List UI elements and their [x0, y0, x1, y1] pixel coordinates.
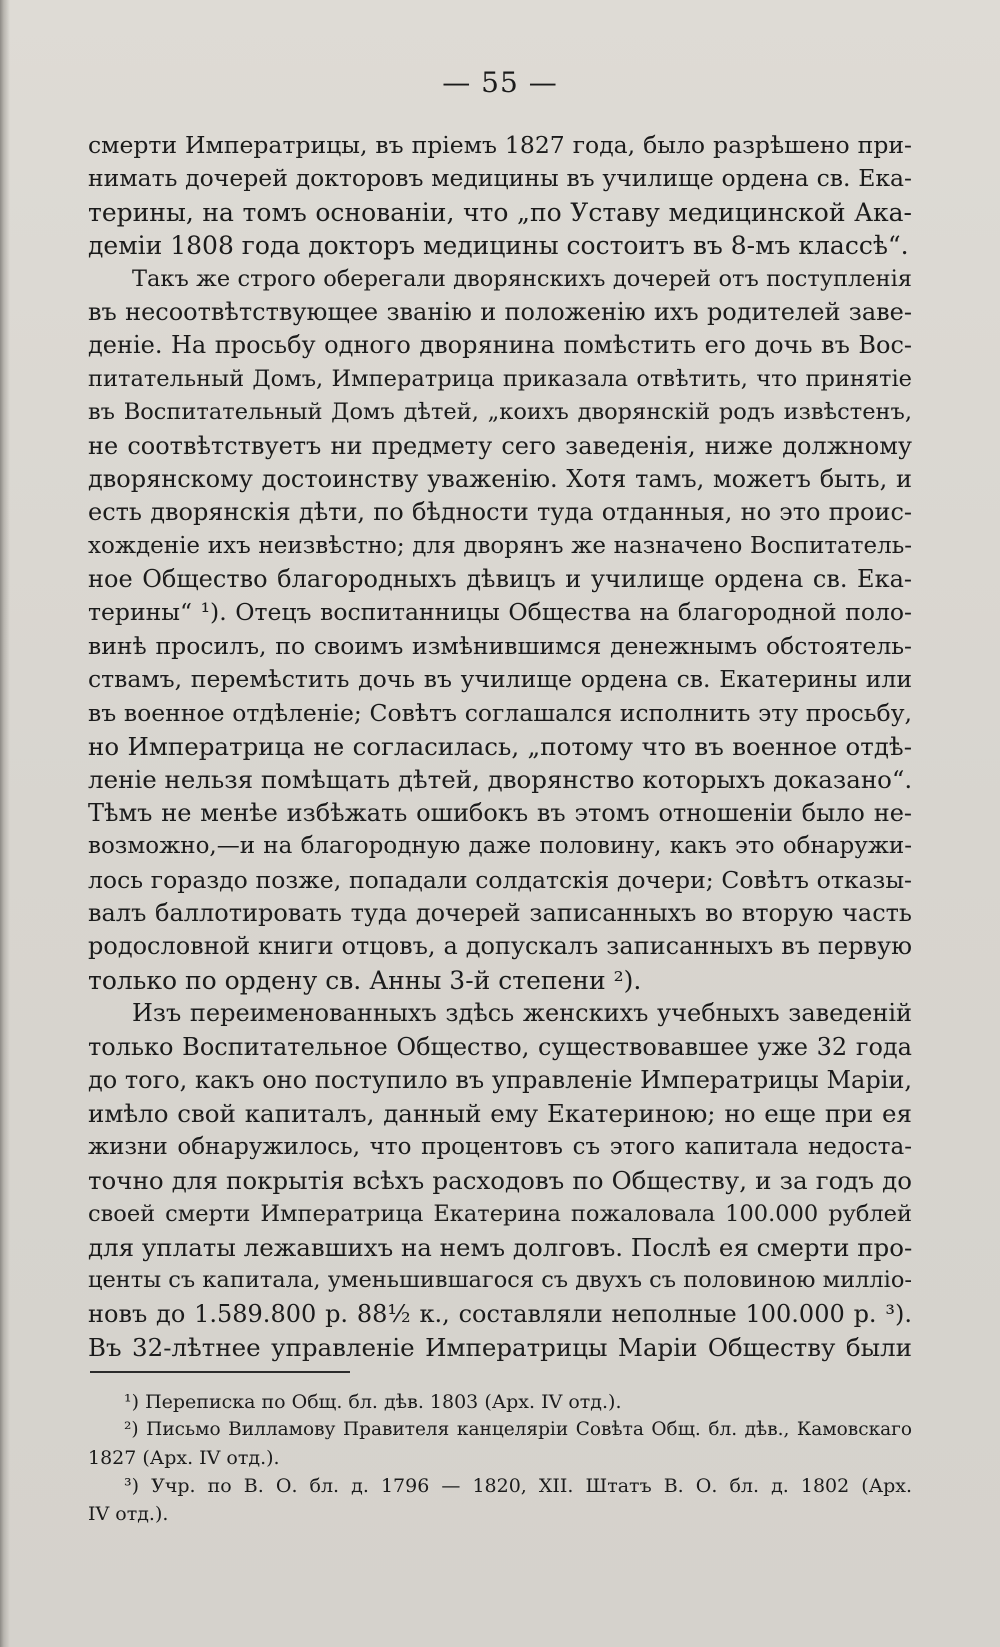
- text-line: терины“ ¹). Отецъ воспитанницы Общества на благородной поло-: [88, 598, 912, 627]
- text-line: но Императрица не согласилась, „потому что въ военное отдѣ-: [88, 732, 912, 762]
- text-line: терины, на томъ основаніи, что „по Уставу медицинской Ака-: [88, 197, 912, 227]
- text-line: смерти Императрицы, въ пріемъ 1827 года, было разрѣшено при-: [88, 131, 912, 159]
- text-line: только Воспитательное Общество, существовавшее уже 32 года: [88, 1032, 912, 1061]
- text-line: есть дворянскія дѣти, по бѣдности туда отданныя, но это проис-: [88, 498, 912, 527]
- footnotes: [88, 1388, 912, 1528]
- text-line: Изъ переименованныхъ здѣсь женскихъ учебныхъ заведеній: [132, 999, 912, 1028]
- text-line: ное Общество благородныхъ дѣвицъ и училище ордена св. Ека-: [88, 565, 912, 594]
- text-line: до того, какъ оно поступило въ управленіе Императрицы Маріи,: [88, 1065, 912, 1094]
- text-line: возможно,—и на благородную даже половину, какъ это обнаружи-: [88, 833, 912, 860]
- footnote-divider: [90, 1371, 350, 1373]
- text-line: нимать дочерей докторовъ медицины въ училище ордена св. Ека-: [88, 164, 912, 193]
- text-line: винѣ просилъ, по своимъ измѣнившимся денежнымъ обстоятель-: [88, 631, 912, 660]
- text-line: Въ 32-лѣтнее управленіе Императрицы Маріи Обществу были: [88, 1333, 912, 1363]
- text-line: точно для покрытія всѣхъ расходовъ по Обществу, и за годъ до: [88, 1166, 912, 1196]
- text-line: въ военное отдѣленіе; Совѣтъ соглашался исполнить эту просьбу,: [88, 698, 912, 727]
- text-line: Такъ же строго оберегали дворянскихъ дочерей отъ поступленія: [132, 265, 912, 292]
- text-line: для уплаты лежавшихъ на немъ долговъ. Послѣ ея смерти про-: [88, 1232, 913, 1262]
- page-number: — 55 —: [442, 66, 558, 99]
- text-line: валъ баллотировать туда дочерей записанныхъ во вторую часть: [88, 898, 912, 927]
- text-line: родословной книги отцовъ, а допускалъ записанныхъ въ первую: [88, 932, 912, 961]
- text-line: своей смерти Императрица Екатерина пожаловала 100.000 рублей: [88, 1200, 912, 1227]
- text-line: центы съ капитала, уменьшившагося съ двухъ съ половиною милліо-: [88, 1267, 913, 1294]
- footnote-line: ³) Учр. по В. О. бл. д. 1796 — 1820, XII. Штатъ В. О. бл. д. 1802 (Арх.: [124, 1475, 912, 1497]
- text-line: не соотвѣтствуетъ ни предмету сего заведенія, ниже должному: [88, 431, 912, 460]
- text-line: Тѣмъ не менѣе избѣжать ошибокъ въ этомъ отношеніи было не-: [88, 798, 912, 827]
- text-line: въ несоотвѣтствующее званію и положенію ихъ родителей заве-: [88, 297, 912, 326]
- text-line: хожденіе ихъ неизвѣстно; для дворянъ же назначено Воспитатель-: [88, 532, 912, 559]
- page-gutter-shadow: [0, 0, 10, 1647]
- text-line: жизни обнаружилось, что процентовъ съ этого капитала недоста-: [88, 1133, 912, 1160]
- text-line: только по ордену св. Анны 3-й степени ²).: [88, 965, 642, 995]
- footnote-line: ²) Письмо Вилламову Правителя канцеляріи Совѣта Общ. бл. дѣв., Камовскаго: [124, 1419, 912, 1440]
- footnote-line: IV отд.).: [88, 1503, 169, 1525]
- text-line: имѣло свой капиталъ, данный ему Екатериною; но еще при ея: [88, 1099, 912, 1129]
- text-line: ствамъ, перемѣстить дочь въ училище ордена св. Екатерины или: [88, 665, 912, 694]
- footnote-line: ¹) Переписка по Общ. бл. дѣв. 1803 (Арх. IV отд.).: [124, 1391, 622, 1413]
- text-line: деніе. На просьбу одного дворянина помѣстить его дочь въ Вос-: [88, 331, 912, 360]
- text-line: питательный Домъ, Императрица приказала отвѣтить, что принятіе: [88, 365, 912, 392]
- text-line: новъ до 1.589.800 р. 88½ к., составляли неполные 100.000 р. ³).: [88, 1299, 912, 1328]
- body-text: [88, 129, 912, 1364]
- text-line: дворянскому достоинству уваженію. Хотя тамъ, можетъ быть, и: [88, 464, 912, 493]
- text-line: въ Воспитательный Домъ дѣтей, „коихъ дворянскій родъ извѣстенъ,: [88, 399, 912, 426]
- text-line: деміи 1808 года докторъ медицины состоитъ въ 8-мъ классѣ“.: [88, 231, 909, 261]
- footnote-line: 1827 (Арх. IV отд.).: [88, 1447, 280, 1469]
- text-line: леніе нельзя помѣщать дѣтей, дворянство которыхъ доказано“.: [88, 765, 913, 795]
- text-line: лось гораздо позже, попадали солдатскія дочери; Совѣтъ отказы-: [88, 865, 912, 894]
